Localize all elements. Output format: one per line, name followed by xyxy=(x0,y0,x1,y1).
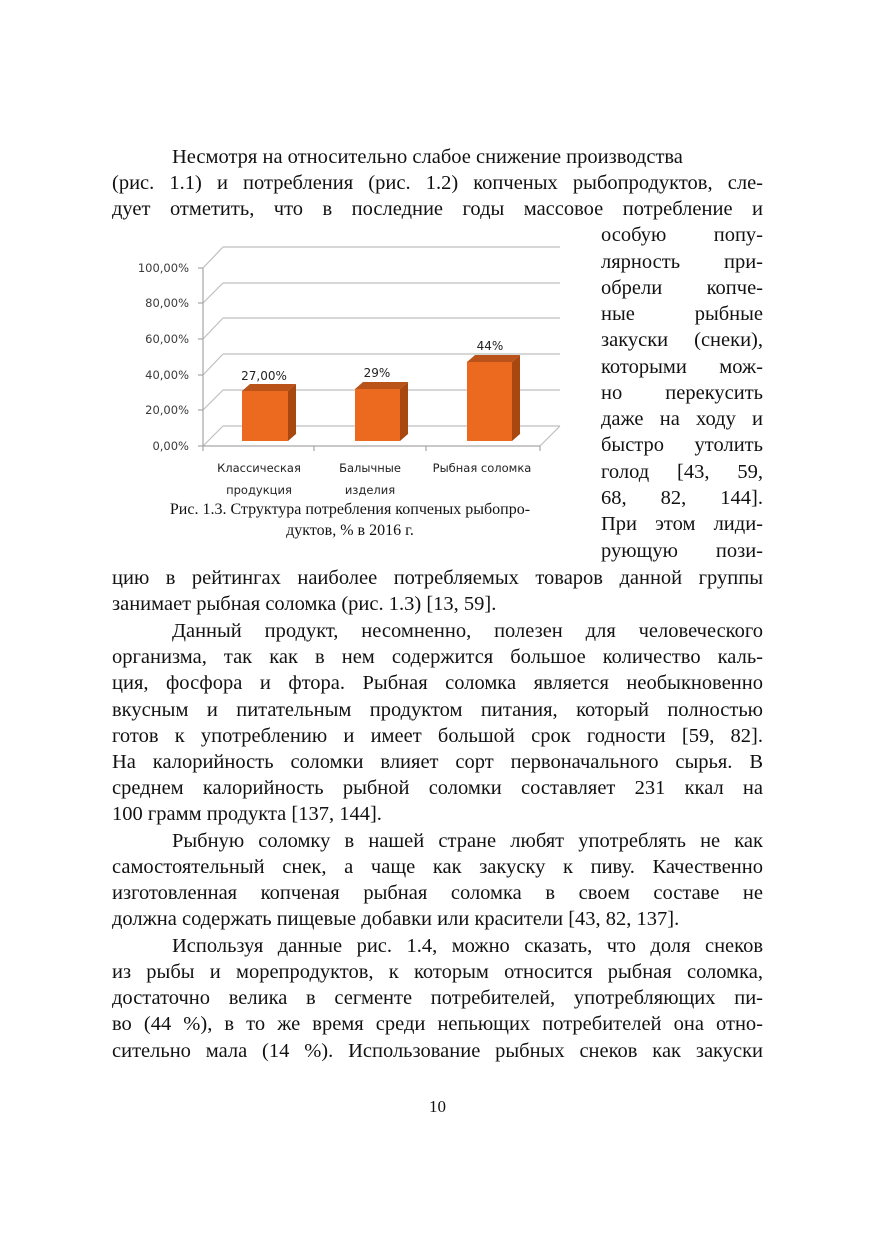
data-label: 44% xyxy=(476,339,504,353)
p3-line-3: изготовленная копченая рыбная соломка в своем составе не xyxy=(112,882,763,904)
wrap-line-7: но перекусить xyxy=(601,382,763,404)
wrap-line-6: которыми мож- xyxy=(601,356,763,378)
category-label: Классическая xyxy=(217,461,301,475)
wrap-line-12: При этом лиди- xyxy=(601,513,763,535)
p1-tail-line-2: занимает рыбная соломка (рис. 1.3) [13, 59]. xyxy=(112,593,497,615)
data-label: 29% xyxy=(363,366,391,380)
wrap-line-4: ные рыбные xyxy=(601,303,763,325)
category-label: Балычные xyxy=(339,461,401,475)
p2-line-7: среднем калорийность рыбной соломки составляет 231 ккал на xyxy=(112,777,763,799)
p3-line-1: Рыбную соломку в нашей стране любят употреблять не как xyxy=(172,830,763,852)
ytick-label: 0,00% xyxy=(152,439,189,453)
bar-balychnye xyxy=(355,382,408,441)
p2-line-2: организма, так как в нем содержится большое количество каль- xyxy=(112,646,763,668)
category-label: продукция xyxy=(226,483,292,497)
wrap-line-5: закуски (снеки), xyxy=(601,329,763,351)
ytick-label: 80,00% xyxy=(145,296,189,310)
category-label: Рыбная соломка xyxy=(432,461,532,475)
p4-line-3: достаточно велика в сегменте потребителей, употребляющих пи- xyxy=(112,987,763,1009)
p4-line-2: из рыбы и морепродуктов, к которым относится рыбная соломка, xyxy=(112,961,763,983)
ytick-label: 100,00% xyxy=(137,261,189,275)
p2-line-4: вкусным и питательным продуктом питания, который полностью xyxy=(112,699,763,721)
wrap-line-2: лярность при- xyxy=(601,251,763,273)
p4-line-5: сительно мала (14 %). Использование рыбных снеков как закуски xyxy=(112,1040,763,1062)
p3-line-2: самостоятельный снек, а чаще как закуску к пиву. Качественно xyxy=(112,856,763,878)
figure-caption-line-2: дуктов, % в 2016 г. xyxy=(286,522,414,539)
ytick-label: 40,00% xyxy=(145,368,189,382)
wrap-line-13: рующую пози- xyxy=(601,540,763,562)
ytick-label: 20,00% xyxy=(145,403,189,417)
p1-line-1: Несмотря на относительно слабое снижение производства xyxy=(172,146,683,168)
wrap-line-10: голод [43, 59, xyxy=(601,461,763,483)
wrap-line-1: особую попу- xyxy=(601,224,763,246)
p2-line-5: готов к употреблению и имеет большой срок годности [59, 82]. xyxy=(112,725,763,747)
wrap-line-11: 68, 82, 144]. xyxy=(601,487,763,509)
p1-tail-line-1: цию в рейтингах наиболее потребляемых товаров данной группы xyxy=(112,567,763,589)
ytick-label: 60,00% xyxy=(145,332,189,346)
p4-line-1: Используя данные рис. 1.4, можно сказать, что доля снеков xyxy=(172,935,763,957)
data-label: 27,00% xyxy=(241,369,287,383)
category-label: изделия xyxy=(344,483,396,497)
page-number: 10 xyxy=(429,1097,446,1116)
p1-line-3: дует отметить, что в последние годы массовое потребление и xyxy=(112,198,763,220)
wrap-line-3: обрели копче- xyxy=(601,277,763,299)
p4-line-4: во (44 %), в то же время среди непьющих потребителей она отно- xyxy=(112,1013,763,1035)
p2-line-1: Данный продукт, несомненно, полезен для человеческого xyxy=(172,620,763,642)
figure-caption-line-1: Рис. 1.3. Структура потребления копченых рыбопро- xyxy=(169,501,531,518)
wrap-line-9: быстро утолить xyxy=(601,434,763,456)
bar-rybnaya-solomka xyxy=(467,355,520,441)
p2-line-8: 100 грамм продукта [137, 144]. xyxy=(112,803,382,825)
x-axis xyxy=(203,446,540,451)
p1-line-2: (рис. 1.1) и потребления (рис. 1.2) копченых рыбопродуктов, сле- xyxy=(112,172,763,194)
p3-line-4: должна содержать пищевые добавки или красители [43, 82, 137]. xyxy=(112,908,680,930)
figure-chart xyxy=(120,240,580,500)
wrap-line-8: даже на ходу и xyxy=(601,408,763,430)
p2-line-6: На калорийность соломки влияет сорт первоначального сырья. В xyxy=(112,751,763,773)
p2-line-3: ция, фосфора и фтора. Рыбная соломка является необыкновенно xyxy=(112,672,763,694)
y-axis xyxy=(198,268,203,446)
bar-klassicheskaya xyxy=(242,384,296,441)
